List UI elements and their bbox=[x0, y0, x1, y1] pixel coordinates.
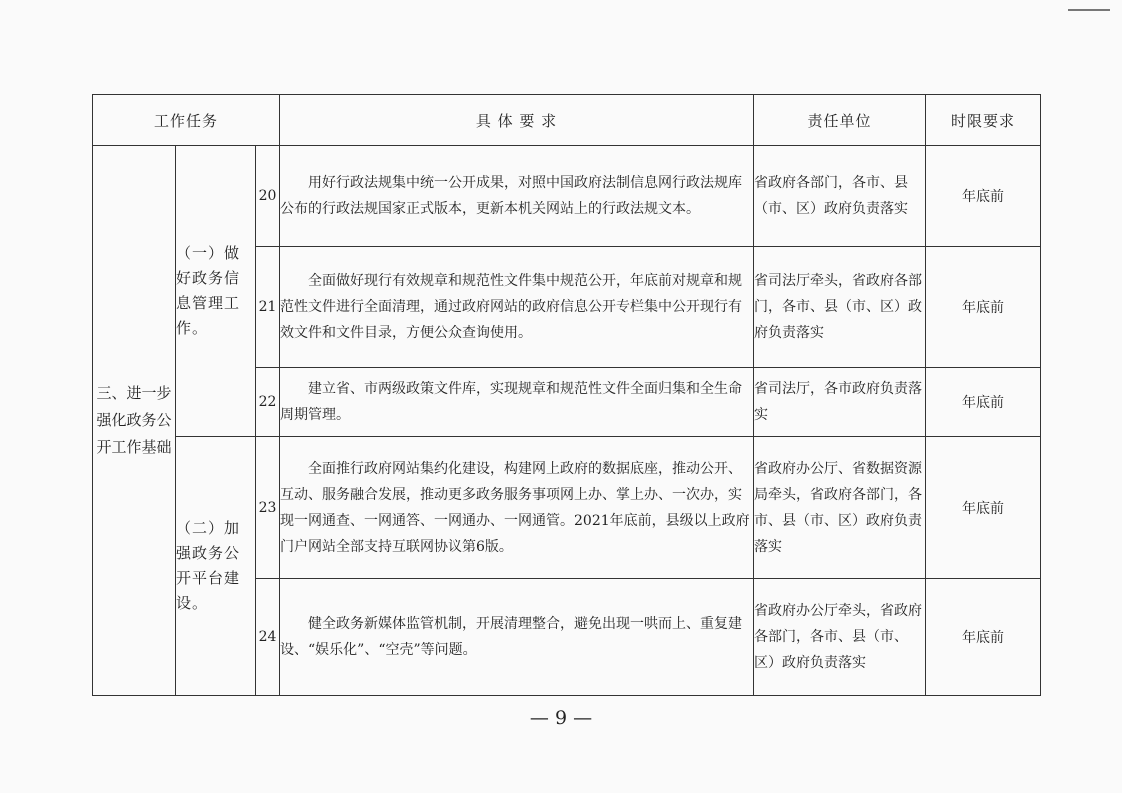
requirement-text: 全面做好现行有效规章和规范性文件集中规范公开，年底前对规章和规范性文件进行全面清理，通过政府网站的政府信息公开专栏集中公开现行有效文件和文件目录，方便公众查询使用。 bbox=[280, 273, 742, 341]
requirement-cell bbox=[280, 146, 754, 247]
requirement-text: 建立省、市两级政策文件库，实现规章和规范性文件全面归集和全生命周期管理。 bbox=[280, 381, 742, 423]
deadline-cell: 年底前 bbox=[926, 579, 1041, 696]
subtask-cell: （一）做好政务信息管理工作。 bbox=[176, 146, 256, 437]
header-task: 工作任务 bbox=[93, 95, 280, 146]
deadline-cell: 年底前 bbox=[926, 437, 1041, 579]
row-number: 23 bbox=[256, 437, 280, 579]
deadline-cell: 年底前 bbox=[926, 146, 1041, 247]
deadline-cell: 年底前 bbox=[926, 368, 1041, 437]
page-number: — 9 — bbox=[529, 707, 593, 729]
requirement-cell bbox=[280, 368, 754, 437]
task-table bbox=[92, 94, 1041, 696]
requirement-text: 健全政务新媒体监管机制，开展清理整合，避免出现一哄而上、重复建设、“娱乐化”、“空壳”等问题。 bbox=[280, 616, 742, 658]
row-number: 22 bbox=[256, 368, 280, 437]
unit-cell: 省政府办公厅牵头，省政府各部门，各市、县（市、区）政府负责落实 bbox=[754, 579, 926, 696]
deadline-cell: 年底前 bbox=[926, 247, 1041, 368]
unit-cell: 省政府各部门，各市、县（市、区）政府负责落实 bbox=[754, 146, 926, 247]
row-number: 24 bbox=[256, 579, 280, 696]
header-deadline: 时限要求 bbox=[926, 95, 1041, 146]
section-cell: 三、进一步强化政务公开工作基础 bbox=[93, 146, 176, 696]
subtask-cell: （二）加强政务公开平台建设。 bbox=[176, 437, 256, 696]
header-unit: 责任单位 bbox=[754, 95, 926, 146]
requirement-text: 全面推行政府网站集约化建设，构建网上政府的数据底座，推动公开、互动、服务融合发展，推动更多政务服务事项网上办、掌上办、一次办，实现一网通查、一网通答、一网通办、一网通管。2021年底前，县级以上政府门户网站全部支持互联网协议第6版。 bbox=[280, 460, 750, 555]
header-requirements: 具 体 要 求 bbox=[280, 95, 754, 146]
scan-mark bbox=[1068, 9, 1110, 11]
unit-cell: 省司法厅，各市政府负责落实 bbox=[754, 368, 926, 437]
table-row bbox=[93, 437, 1041, 579]
row-number: 20 bbox=[256, 146, 280, 247]
row-number: 21 bbox=[256, 247, 280, 368]
requirement-cell bbox=[280, 579, 754, 696]
unit-cell: 省政府办公厅、省数据资源局牵头，省政府各部门，各市、县（市、区）政府负责落实 bbox=[754, 437, 926, 579]
requirement-cell bbox=[280, 247, 754, 368]
unit-cell: 省司法厅牵头，省政府各部门，各市、县（市、区）政府负责落实 bbox=[754, 247, 926, 368]
requirement-cell bbox=[280, 437, 754, 579]
header-row bbox=[93, 95, 1041, 146]
table-row bbox=[93, 146, 1041, 247]
requirement-text: 用好行政法规集中统一公开成果，对照中国政府法制信息网行政法规库公布的行政法规国家正式版本，更新本机关网站上的行政法规文本。 bbox=[280, 175, 742, 217]
